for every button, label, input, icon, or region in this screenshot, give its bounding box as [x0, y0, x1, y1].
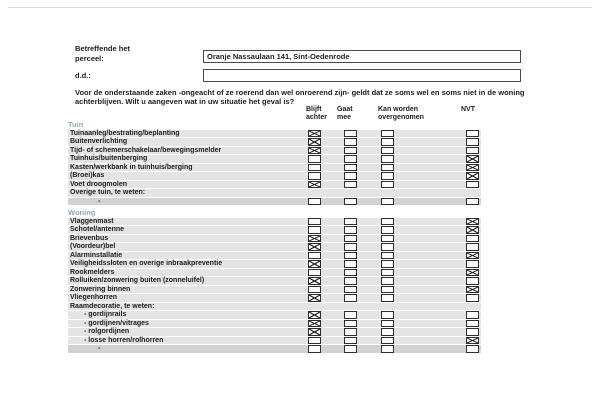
column-header-nvt: NVT: [461, 106, 475, 113]
intro-paragraph: Voor de onderstaande zaken -ongeacht of ze roerend dan wel onroerend zijn- geldt dat ze soms wel en soms niet in de woning achterblijven. Wilt u aangeven wat in uw situatie het geval is?: [75, 88, 525, 107]
table-row: [68, 303, 481, 311]
row-label: (Voordeur)bel: [70, 243, 116, 250]
checkbox-empty[interactable]: [308, 198, 321, 206]
row-label: Alarminstallatie: [70, 251, 123, 259]
checkbox-checked[interactable]: [308, 328, 321, 336]
checkbox-empty[interactable]: [466, 294, 479, 302]
row-label: Tuinhuis/buitenberging: [70, 155, 148, 162]
checkbox-empty[interactable]: [344, 337, 357, 345]
checkbox-checked[interactable]: [466, 155, 479, 163]
checkbox-checked[interactable]: [466, 164, 479, 172]
checkbox-empty[interactable]: [381, 218, 394, 226]
table-row: [68, 172, 481, 180]
checkbox-empty[interactable]: [381, 252, 394, 260]
row-label: Rookmelders: [70, 268, 115, 276]
page-top-rule: [8, 7, 592, 8]
checkbox-checked[interactable]: [308, 130, 321, 138]
table-row: [68, 218, 481, 226]
checkbox-empty[interactable]: [381, 147, 394, 155]
row-label: Veiligheidssloten en overige inbraakpreventie: [70, 260, 223, 267]
row-label: - losse horren/rolhorren: [84, 336, 164, 344]
checkbox-empty[interactable]: [466, 320, 479, 328]
checkbox-checked[interactable]: [466, 172, 479, 180]
date-label: d.d.:: [75, 71, 91, 80]
checkbox-empty[interactable]: [466, 243, 479, 251]
table-row: [68, 320, 481, 328]
checkbox-checked[interactable]: [308, 147, 321, 155]
row-label: Overige tuin, te weten:: [70, 189, 146, 196]
row-label: Voet droogmolen: [70, 180, 128, 188]
checkbox-empty[interactable]: [344, 147, 357, 155]
row-label: Kasten/werkbank in tuinhuis/berging: [70, 163, 193, 171]
checkbox-empty[interactable]: [308, 164, 321, 172]
perceel-label: Betreffende het perceel:: [75, 44, 131, 63]
checkbox-empty[interactable]: [344, 138, 357, 146]
table-row: [68, 189, 481, 197]
checkbox-empty[interactable]: [344, 252, 357, 260]
row-label: - gordijnrails: [84, 311, 127, 318]
row-label: Raamdecoratie, te weten:: [70, 302, 155, 310]
table-row: [68, 235, 481, 243]
table-row: [68, 311, 481, 319]
column-header-gaat-mee: Gaat mee: [337, 106, 353, 122]
checkbox-checked[interactable]: [308, 260, 321, 268]
checkbox-empty[interactable]: [381, 269, 394, 277]
table-row: [68, 337, 481, 345]
checkbox-checked[interactable]: [308, 235, 321, 243]
checkbox-empty[interactable]: [344, 320, 357, 328]
perceel-input[interactable]: Oranje Nassaulaan 141, Sint-Oedenrode: [203, 50, 521, 63]
checkbox-empty[interactable]: [381, 337, 394, 345]
checkbox-empty[interactable]: [466, 328, 479, 336]
checkbox-empty[interactable]: [344, 345, 357, 353]
sections: [68, 121, 481, 354]
checkbox-empty[interactable]: [381, 328, 394, 336]
checkbox-empty[interactable]: [308, 218, 321, 226]
checkbox-empty[interactable]: [344, 198, 357, 206]
checkbox-empty[interactable]: [344, 164, 357, 172]
checkbox-empty[interactable]: [381, 235, 394, 243]
table-row: [68, 138, 481, 146]
checkbox-checked[interactable]: [466, 218, 479, 226]
table-row: [68, 226, 481, 234]
checkbox-empty[interactable]: [344, 226, 357, 234]
checkbox-checked[interactable]: [308, 320, 321, 328]
checkbox-checked[interactable]: [308, 294, 321, 302]
checkbox-empty[interactable]: [344, 269, 357, 277]
checkbox-empty[interactable]: [308, 345, 321, 353]
column-headers: [68, 106, 481, 122]
checkbox-empty[interactable]: [344, 311, 357, 319]
table-row: [68, 243, 481, 251]
checkbox-empty[interactable]: [344, 294, 357, 302]
checkbox-empty[interactable]: [381, 198, 394, 206]
checkbox-empty[interactable]: [344, 130, 357, 138]
checkbox-empty[interactable]: [344, 172, 357, 180]
table-row: [68, 269, 481, 277]
table-row: [68, 328, 481, 336]
column-header-blijft-achter: Blijft achter: [306, 106, 328, 122]
checkbox-checked[interactable]: [308, 277, 321, 285]
table-row: [68, 345, 481, 353]
table-row: [68, 198, 481, 206]
checkbox-empty[interactable]: [466, 147, 479, 155]
checkbox-empty[interactable]: [308, 155, 321, 163]
checkbox-empty[interactable]: [381, 138, 394, 146]
row-label: Tuinaanleg/bestrating/beplanting: [70, 129, 180, 137]
row-label: Tijd- of schemerschakelaar/bewegingsmelder: [70, 146, 222, 154]
row-label: Buitenverlichting: [70, 138, 128, 145]
section-title: Tuin: [68, 120, 84, 129]
checkbox-empty[interactable]: [308, 252, 321, 260]
checkbox-empty[interactable]: [381, 172, 394, 180]
checkbox-empty[interactable]: [344, 328, 357, 336]
checkbox-empty[interactable]: [381, 345, 394, 353]
column-header-kan-worden-overgenomen: Kan worden overgenomen: [378, 106, 424, 122]
table-row: [68, 164, 481, 172]
checkbox-empty[interactable]: [308, 226, 321, 234]
section-tuin: [68, 121, 481, 205]
table-row: [68, 130, 481, 138]
table-row: [68, 147, 481, 155]
section-title: Woning: [68, 208, 96, 217]
checkbox-empty[interactable]: [381, 286, 394, 294]
checkbox-empty[interactable]: [466, 138, 479, 146]
checkbox-empty[interactable]: [344, 235, 357, 243]
checkbox-empty[interactable]: [308, 269, 321, 277]
checkbox-checked[interactable]: [308, 181, 321, 189]
checkbox-empty[interactable]: [381, 164, 394, 172]
checkbox-empty[interactable]: [466, 181, 479, 189]
checkbox-checked[interactable]: [308, 138, 321, 146]
checkbox-checked[interactable]: [308, 311, 321, 319]
table-row: [68, 294, 481, 302]
checkbox-empty[interactable]: [344, 277, 357, 285]
checkbox-empty[interactable]: [381, 294, 394, 302]
checkbox-empty[interactable]: [466, 198, 479, 206]
checkbox-empty[interactable]: [381, 243, 394, 251]
checkbox-checked[interactable]: [466, 269, 479, 277]
checkbox-checked[interactable]: [466, 286, 479, 294]
checkbox-empty[interactable]: [344, 155, 357, 163]
checkbox-checked[interactable]: [308, 243, 321, 251]
checkbox-empty[interactable]: [466, 311, 479, 319]
checkbox-empty[interactable]: [344, 181, 357, 189]
row-label: Vliegenhorren: [70, 294, 118, 301]
section-woning: [68, 209, 481, 353]
checkbox-empty[interactable]: [466, 130, 479, 138]
checkbox-checked[interactable]: [466, 226, 479, 234]
row-label: - gordijnen/vitrages: [84, 319, 149, 327]
checkbox-empty[interactable]: [381, 260, 394, 268]
checkbox-empty[interactable]: [466, 235, 479, 243]
checkbox-checked[interactable]: [466, 252, 479, 260]
date-input[interactable]: [203, 69, 521, 82]
checkbox-empty[interactable]: [344, 218, 357, 226]
row-label: -: [98, 345, 101, 352]
checkbox-empty[interactable]: [381, 155, 394, 163]
table-row: [68, 260, 481, 268]
table-row: [68, 252, 481, 260]
table-row: [68, 277, 481, 285]
checkbox-empty[interactable]: [308, 286, 321, 294]
checkbox-empty[interactable]: [344, 243, 357, 251]
row-label: Zonwering binnen: [70, 285, 131, 293]
row-label: Brievenbus: [70, 234, 109, 242]
checkbox-empty[interactable]: [466, 260, 479, 268]
row-label: (Broei)kas: [70, 172, 105, 179]
checkbox-empty[interactable]: [381, 181, 394, 189]
checkbox-empty[interactable]: [308, 172, 321, 180]
table-row: [68, 155, 481, 163]
checkbox-empty[interactable]: [381, 277, 394, 285]
checkbox-empty[interactable]: [466, 345, 479, 353]
checkbox-empty[interactable]: [381, 311, 394, 319]
row-label: - rolgordijnen: [84, 328, 130, 335]
checkbox-empty[interactable]: [381, 320, 394, 328]
checkbox-checked[interactable]: [466, 337, 479, 345]
checkbox-empty[interactable]: [344, 260, 357, 268]
row-label: -: [98, 197, 101, 205]
row-label: Vlaggenmast: [70, 217, 114, 225]
checkbox-empty[interactable]: [381, 226, 394, 234]
row-label: Rolluiken/zonwering buiten (zonneluifel): [70, 277, 205, 284]
checkbox-empty[interactable]: [344, 286, 357, 294]
checkbox-empty[interactable]: [381, 130, 394, 138]
checkbox-empty[interactable]: [466, 277, 479, 285]
table-row: [68, 181, 481, 189]
table-row: [68, 286, 481, 294]
row-label: Schotel/antenne: [70, 226, 125, 233]
checkbox-empty[interactable]: [308, 337, 321, 345]
